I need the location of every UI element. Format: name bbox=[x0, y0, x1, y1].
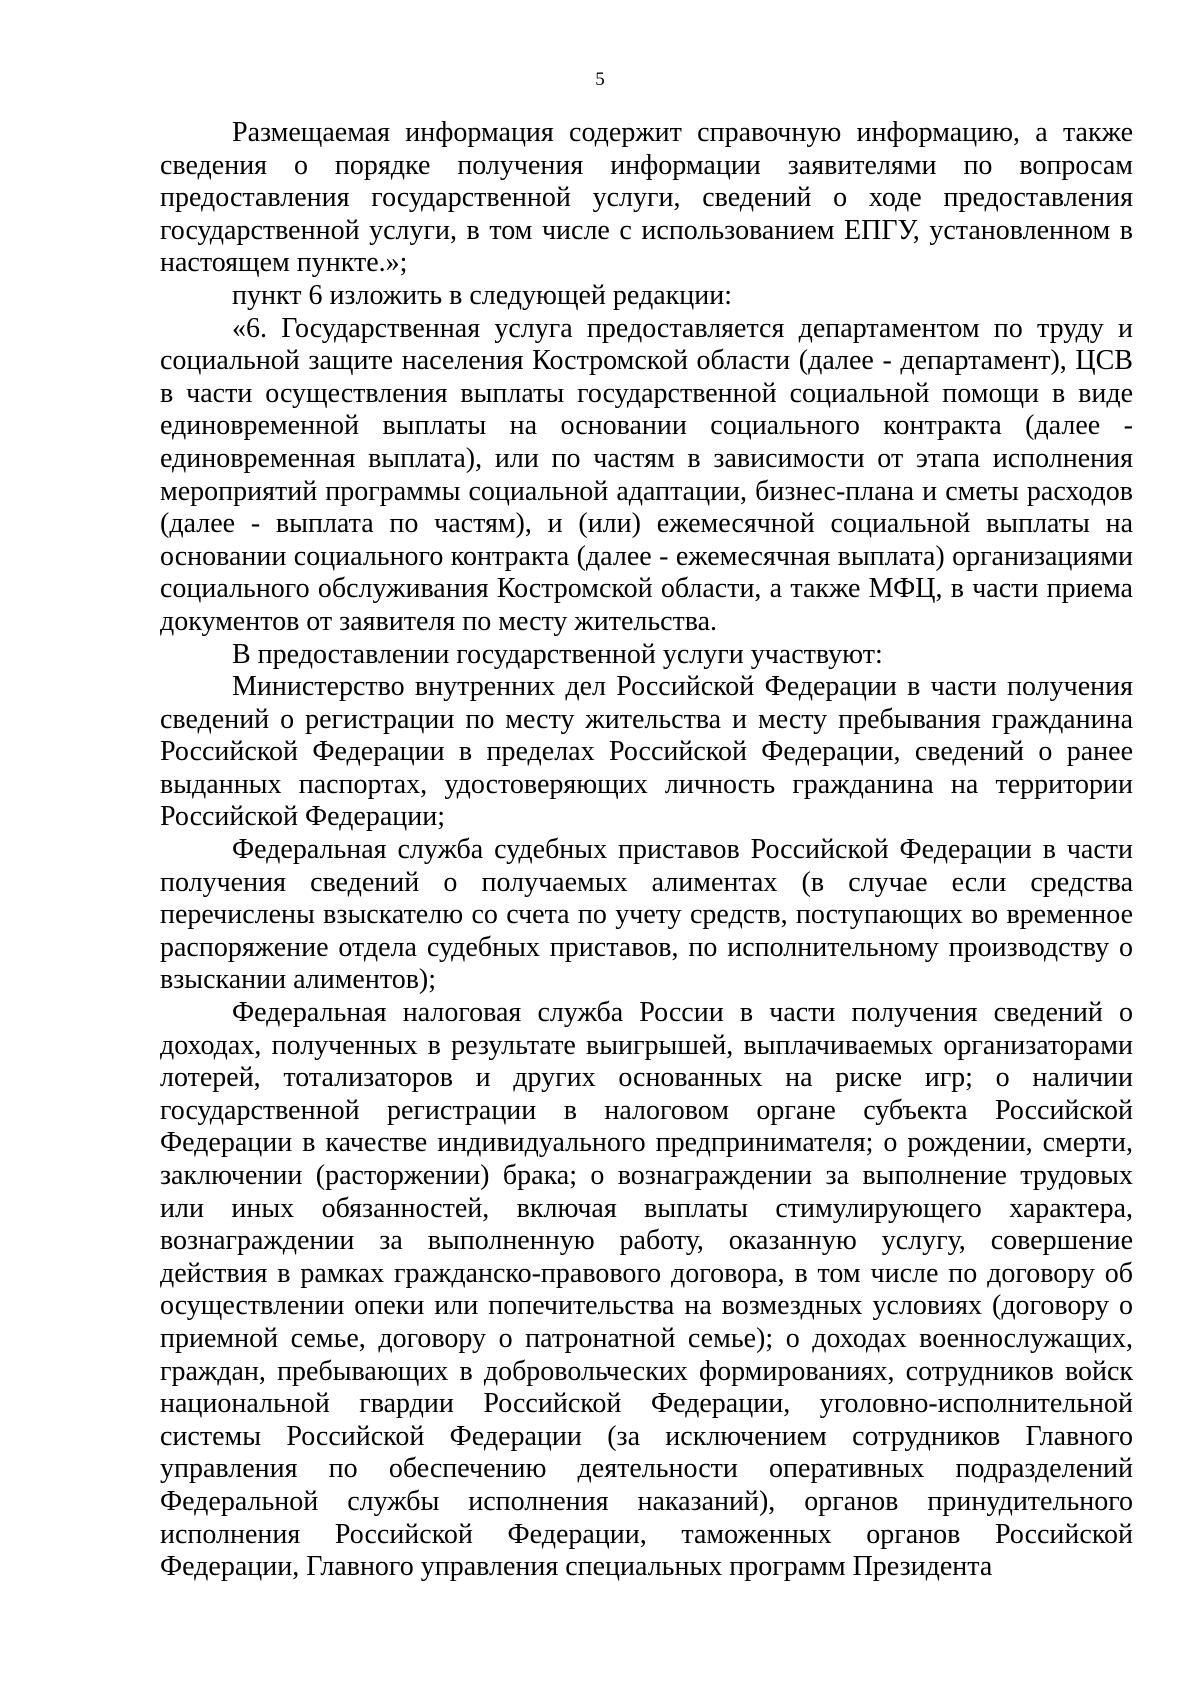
paragraph-bailiff-service: Федеральная служба судебных приставов Российской Федерации в части получения сведений о получаемых алиментах (в случае если средства перечислены взыскателю со счета по учету средств, поступающих во временное распоряжение отдела судебных приставов, по исполнительному производству о взыскании алиментов); bbox=[160, 834, 1133, 996]
paragraph-point-6-text: «6. Государственная услуга предоставляется департаментом по труду и социальной защите населения Костромской области (далее - департамент), ЦСВ в части осуществления выплаты государственной социальной помощи в виде единовременной выплаты на основании социального контракта (далее - единовременная выплата), или по частям в зависимости от этапа исполнения мероприятий программы социальной адаптации, бизнес-плана и сметы расходов (далее - выплата по частям), и (или) ежемесячной социальной выплаты на основании социального контракта (далее - ежемесячная выплата) организациями социального обслуживания Костромской области, а также МФЦ, в части приема документов от заявителя по месту жительства. bbox=[160, 312, 1133, 637]
paragraph-tax-service: Федеральная налоговая служба России в части получения сведений о доходах, полученных в результате выигрышей, выплачиваемых организаторами лотерей, тотализаторов и других основанных на риске игр; о наличии государственной регистрации в налоговом органе субъекта Российской Федерации в качестве индивидуального предпринимателя; о рождении, смерти, заключении (расторжении) брака; о вознаграждении за выполнение трудовых или иных обязанностей, включая выплаты стимулирующего характера, вознаграждении за выполненную работу, оказанную услугу, совершение действия в рамках гражданско-правового договора, в том числе по договору об осуществлении опеки или попечительства на возмездных условиях (договору о приемной семье, договору о патронатной семье); о доходах военнослужащих, граждан, пребывающих в добровольческих формированиях, сотрудников войск национальной гвардии Российской Федерации, уголовно-исполнительной системы Российской Федерации (за исключением сотрудников Главного управления по обеспечению деятельности оперативных подразделений Федеральной службы исполнения наказаний), органов принудительного исполнения Российской Федерации, таможенных органов Российской Федерации, Главного управления специальных программ Президента bbox=[160, 997, 1133, 1583]
paragraph-info-placement: Размещаемая информация содержит справочную информацию, а также сведения о порядке получения информации заявителями по вопросам предоставления государственной услуги, сведений о ходе предоставления государственной услуги, в том числе с использованием ЕПГУ, установленном в настоящем пункте.»; bbox=[160, 117, 1133, 279]
document-body bbox=[160, 117, 1133, 1584]
page-number: 5 bbox=[595, 69, 605, 90]
paragraph-participants-intro: В предоставлении государственной услуги участвуют: bbox=[232, 638, 883, 670]
paragraph-point-6-instruction: пункт 6 изложить в следующей редакции: bbox=[232, 279, 732, 311]
paragraph-interior-ministry: Министерство внутренних дел Российской Федерации в части получения сведений о регистрации по месту жительства и месту пребывания гражданина Российской Федерации в пределах Российской Федерации, сведений о ранее выданных паспортах, удостоверяющих личность гражданина на территории Российской Федерации; bbox=[160, 671, 1133, 833]
